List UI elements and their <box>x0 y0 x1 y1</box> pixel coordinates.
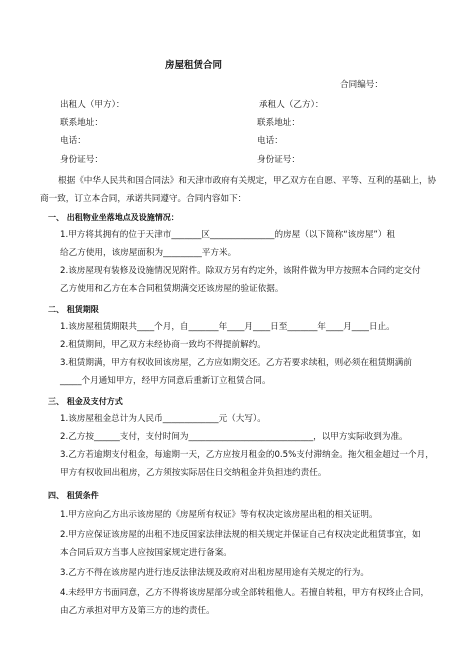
section-1-heading: 一、 出租物业坐落地点及设施情况： <box>48 213 179 222</box>
section-1-clause-2-line1: 2.该房屋现有装修及设施情况见附件。除双方另有约定外，该附件做为甲方按照本合同约定交付 <box>60 266 421 276</box>
intro-paragraph-line1: 根据《中华人民共和国合同法》和天津市政府有关规定，甲乙双方在自愿、平等、互利的基础上，协 <box>58 176 437 186</box>
section-2-clause-3-line2: _____个月通知甲方，经甲方同意后重新订立租赁合同。 <box>60 376 271 386</box>
section-4-clause-3: 3.乙方不得在该房屋内进行违反法律法规及政府对出租房屋用途有关规定的行为。 <box>60 568 369 578</box>
section-3-clause-3-line1: 3.乙方若逾期支付租金，每逾期一天，乙方应按月租金的0.5%支付滞纳金。拖欠租金超过一个月， <box>60 450 434 460</box>
section-3-clause-3-line2: 甲方有权收回出租房，乙方须按实际居住日交纳租金并负担违约责任。 <box>60 468 327 478</box>
section-4-clause-4-line1: 4.未经甲方书面同意，乙方不得将该房屋部分或全部转租他人。若擅自转租，甲方有权终止合同， <box>60 588 430 598</box>
section-3-clause-2: 2.乙方按______支付，支付时间为_____________________________，以甲方实际收到为准。 <box>60 432 408 442</box>
section-4-clause-2-line1: 2.甲方应保证该房屋的出租不违反国家法律法规的相关规定并保证自己有权决定此租赁事宜，如 <box>60 530 421 540</box>
section-2-clause-2: 2.租赁期间，甲乙双方未经协商一致均不得提前解约。 <box>60 340 266 350</box>
document-title: 房屋租赁合同 <box>165 60 223 71</box>
section-1-clause-2-line2: 乙方使用和乙方在本合同租赁期满交还该房屋的验证依据。 <box>60 284 284 294</box>
section-2-clause-3-line1: 3.租赁期满，甲方有权收回该房屋，乙方应如期交还。乙方若要求续租，则必须在租赁期满前 <box>60 358 412 368</box>
lessor-id-label: 身份证号： <box>60 155 103 165</box>
lessee-address-label: 联系地址： <box>257 118 300 128</box>
section-4-heading: 四、 租赁条件 <box>48 491 99 500</box>
section-4-clause-2-line2: 本合同后双方当事人应按国家规定进行备案。 <box>60 548 232 558</box>
lessee-id-label: 身份证号： <box>257 155 300 165</box>
section-4-clause-1: 1.甲方应向乙方出示该房屋的《房屋所有权证》等有权决定该房屋出租的相关证明。 <box>60 510 378 520</box>
section-3-clause-1: 1.该房屋租金总计为人民币_____________元（大写）。 <box>60 414 266 424</box>
lessor-phone-label: 电话： <box>60 136 86 146</box>
section-4-clause-4-line2: 由乙方承担对甲方及第三方的违约责任。 <box>60 606 215 616</box>
lessee-phone-label: 电话： <box>257 136 283 146</box>
contract-number-label: 合同编号： <box>340 80 383 90</box>
section-2-heading: 二、 租赁期限 <box>48 305 99 314</box>
lessor-label: 出租人（甲方）： <box>60 100 125 110</box>
lessee-label: 承租人（乙方）： <box>259 100 324 110</box>
intro-paragraph-line2: 商一致，订立本合同，承诺共同遵守。合同内容如下： <box>40 194 247 204</box>
section-2-clause-1: 1.该房屋租赁期限共____个月，自_______年____月____日至_______年____月____日止。 <box>60 322 395 332</box>
section-3-heading: 三、 租金及支付方式 <box>48 397 123 406</box>
section-1-clause-1-line1: 1.甲方将其拥有的位于天津市_______区_______________的房屋（以下简称“该房屋”）租 <box>60 230 396 240</box>
lessor-address-label: 联系地址： <box>60 118 103 128</box>
section-1-clause-1-line2: 给乙方使用，该房屋面积为_________平方米。 <box>60 248 237 258</box>
